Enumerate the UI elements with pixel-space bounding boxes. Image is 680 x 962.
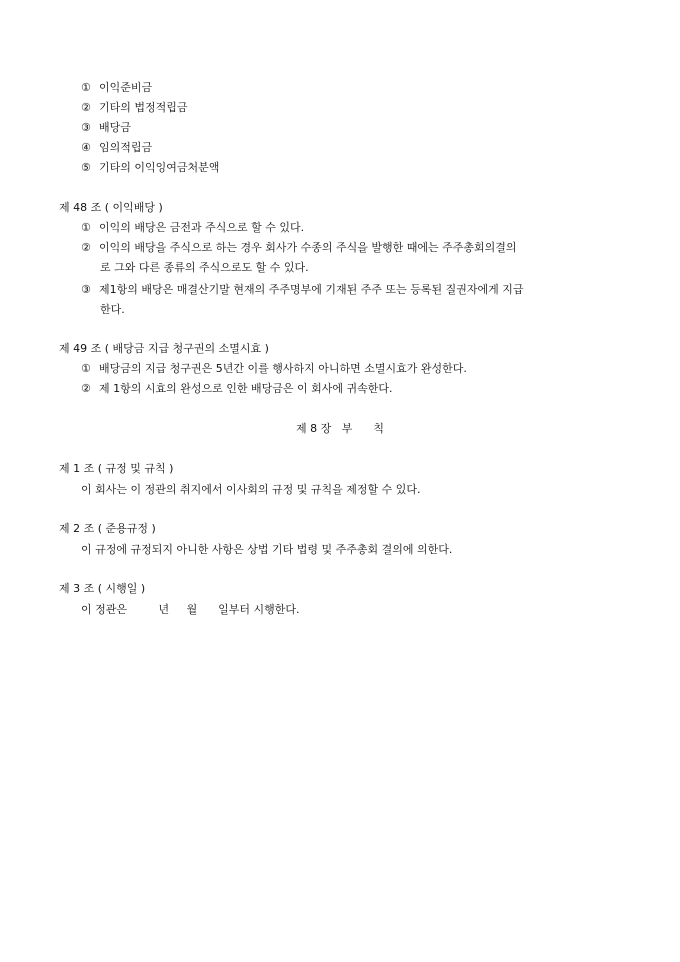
article-48-item-3 xyxy=(81,282,524,298)
supplementary-article-1-body: 이 회사는 이 정관의 취지에서 이사회의 규정 및 규칙을 제정할 수 있다. xyxy=(81,483,421,496)
item-number: ① xyxy=(81,221,91,234)
item-text: 제 1항의 시효의 완성으로 인한 배당금은 이 회사에 귀속한다. xyxy=(99,382,393,395)
item-text: 이익의 배당을 주식으로 하는 경우 회사가 수종의 주식을 발행한 때에는 주주총회의결의 xyxy=(99,241,517,254)
list-item xyxy=(81,100,188,116)
article-48-heading: 제 48 조 ( 이익배당 ) xyxy=(59,201,163,214)
item-text: 배당금 xyxy=(99,121,131,134)
item-number: ③ xyxy=(81,121,91,134)
article-49-item-1 xyxy=(81,361,467,377)
item-number: ② xyxy=(81,101,91,114)
article-49-heading: 제 49 조 ( 배당금 지급 청구권의 소멸시효 ) xyxy=(59,342,269,355)
article-48-item-3-continuation: 한다. xyxy=(100,303,125,316)
article-49-item-2 xyxy=(81,381,393,397)
list-item xyxy=(81,120,131,136)
item-text: 임의적립금 xyxy=(99,141,153,154)
item-text: 배당금의 지급 청구권은 5년간 이를 행사하지 아니하면 소멸시효가 완성한다. xyxy=(99,362,467,375)
item-text: 제1항의 배당은 매결산기말 현재의 주주명부에 기재된 주주 또는 등록된 질권자에게 지급 xyxy=(99,283,524,296)
item-text: 기타의 법정적립금 xyxy=(99,101,188,114)
supplementary-article-1-heading: 제 1 조 ( 규정 및 규칙 ) xyxy=(59,462,174,475)
article-48-item-1 xyxy=(81,220,304,236)
list-item xyxy=(81,80,152,96)
article-48-item-2-continuation: 로 그와 다른 종류의 주식으로도 할 수 있다. xyxy=(100,261,309,274)
list-item xyxy=(81,160,219,176)
supplementary-article-2-body: 이 규정에 규정되지 아니한 사항은 상법 기타 법령 및 주주총회 결의에 의한다. xyxy=(81,543,453,556)
supplementary-article-2-heading: 제 2 조 ( 준용규정 ) xyxy=(59,522,156,535)
supplementary-article-3-body: 이 정관은 년 월 일부터 시행한다. xyxy=(81,603,300,616)
item-text: 기타의 이익잉여금처분액 xyxy=(99,161,220,174)
article-48-item-2 xyxy=(81,240,517,256)
item-number: ① xyxy=(81,362,91,375)
item-number: ⑤ xyxy=(81,161,91,174)
item-number: ① xyxy=(81,81,91,94)
item-text: 이익의 배당은 금전과 주식으로 할 수 있다. xyxy=(99,221,305,234)
supplementary-article-3-heading: 제 3 조 ( 시행일 ) xyxy=(59,582,146,595)
chapter-8-title: 제 8 장 부 칙 xyxy=(296,422,384,435)
item-text: 이익준비금 xyxy=(99,81,153,94)
item-number: ③ xyxy=(81,283,91,296)
item-number: ② xyxy=(81,382,91,395)
list-item xyxy=(81,140,152,156)
item-number: ② xyxy=(81,241,91,254)
item-number: ④ xyxy=(81,141,91,154)
